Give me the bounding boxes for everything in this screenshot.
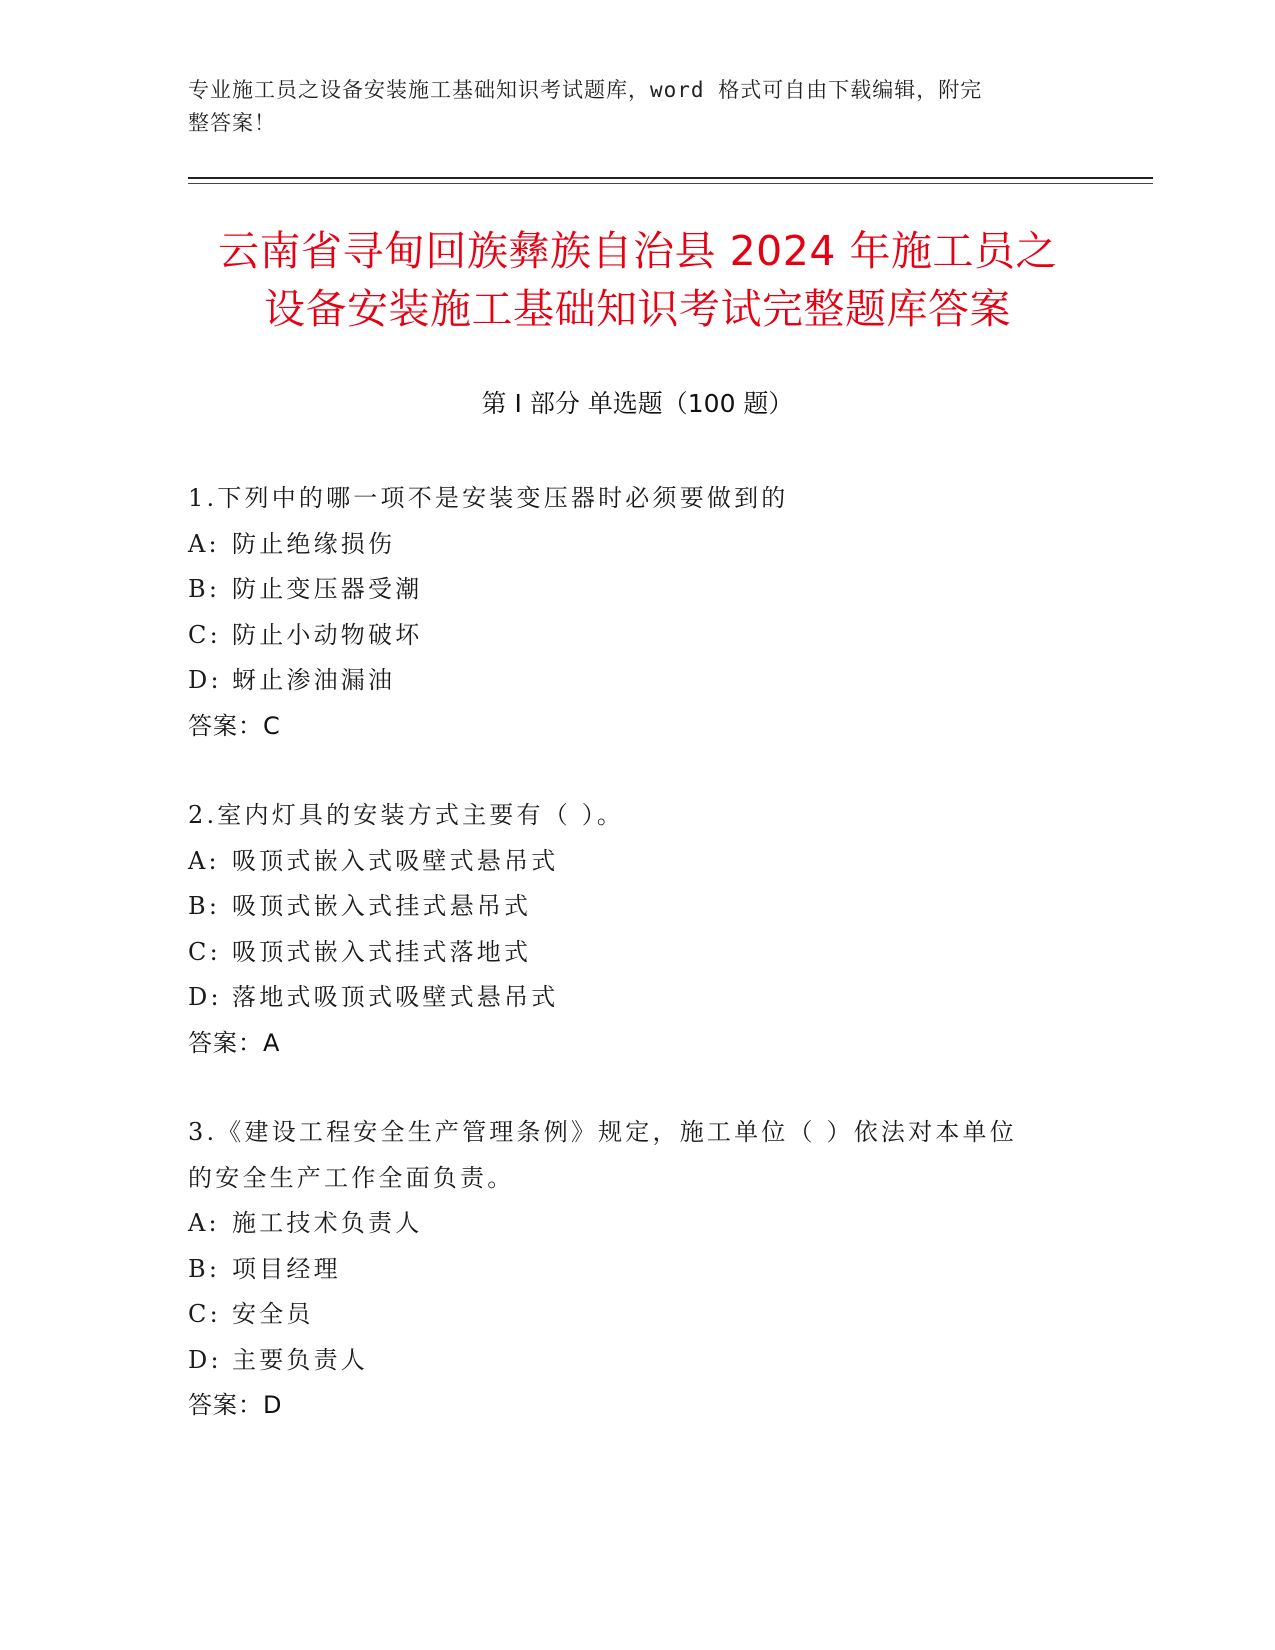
option-text: 防止变压器受潮 bbox=[232, 575, 423, 603]
option-letter: D: bbox=[188, 1345, 222, 1374]
question-3 bbox=[188, 1110, 1088, 1429]
question-list bbox=[188, 476, 1088, 1473]
option-text: 安全员 bbox=[232, 1300, 314, 1328]
option-c bbox=[188, 613, 1088, 659]
option-b bbox=[188, 567, 1088, 613]
option-text: 项目经理 bbox=[232, 1254, 341, 1283]
option-letter: C: bbox=[188, 620, 221, 649]
option-text: 主要负责人 bbox=[232, 1345, 368, 1374]
option-text: 施工技术负责人 bbox=[232, 1209, 423, 1237]
answer: 答案：D bbox=[188, 1391, 283, 1419]
header-note-line1: 专业施工员之设备安装施工基础知识考试题库，word 格式可自由下载编辑，附完 bbox=[188, 78, 983, 102]
option-d bbox=[188, 1338, 1088, 1384]
option-letter: C: bbox=[188, 1300, 221, 1328]
option-text: 吸顶式嵌入式挂式落地式 bbox=[232, 937, 532, 966]
document-title bbox=[150, 222, 1125, 338]
option-d bbox=[188, 975, 1088, 1021]
header-note-line2: 整答案！ bbox=[188, 111, 276, 135]
option-letter: B: bbox=[188, 575, 221, 603]
option-a bbox=[188, 1201, 1088, 1247]
question-1 bbox=[188, 476, 1088, 749]
option-c bbox=[188, 1292, 1088, 1338]
section-title: 第 I 部分 单选题（100 题） bbox=[481, 389, 794, 418]
question-stem: 1.下列中的哪一项不是安装变压器时必须要做到的 bbox=[188, 484, 789, 512]
option-b bbox=[188, 1247, 1088, 1293]
option-text: 吸顶式嵌入式吸壁式悬吊式 bbox=[232, 846, 559, 875]
option-a bbox=[188, 839, 1088, 885]
option-letter: A: bbox=[188, 529, 220, 558]
option-b bbox=[188, 884, 1088, 930]
option-a bbox=[188, 522, 1088, 568]
option-letter: A: bbox=[188, 846, 220, 875]
option-letter: D: bbox=[188, 983, 222, 1011]
option-letter: B: bbox=[188, 892, 221, 920]
header-note bbox=[188, 74, 1068, 140]
option-text: 落地式吸顶式吸壁式悬吊式 bbox=[232, 983, 559, 1011]
question-stem-continued: 的安全生产工作全面负责。 bbox=[188, 1163, 515, 1192]
option-letter: C: bbox=[188, 937, 221, 966]
document-title-line1: 云南省寻甸回族彝族自治县 2024 年施工员之 bbox=[218, 227, 1057, 275]
option-text: 防止绝缘损伤 bbox=[232, 529, 396, 558]
option-letter: A: bbox=[188, 1209, 220, 1237]
option-letter: B: bbox=[188, 1254, 221, 1283]
option-letter: D: bbox=[188, 666, 222, 694]
option-text: 防止小动物破坏 bbox=[232, 620, 423, 649]
question-stem: 3.《建设工程安全生产管理条例》规定，施工单位（ ）依法对本单位 bbox=[188, 1118, 1017, 1146]
question-2 bbox=[188, 793, 1088, 1066]
option-c bbox=[188, 930, 1088, 976]
option-text: 蚜止渗油漏油 bbox=[232, 666, 396, 694]
document-title-line2: 设备安装施工基础知识考试完整题库答案 bbox=[264, 285, 1011, 333]
answer: 答案：A bbox=[188, 1028, 281, 1057]
header-rule-thick bbox=[188, 177, 1153, 179]
answer: 答案：C bbox=[188, 711, 281, 740]
question-stem: 2.室内灯具的安装方式主要有（ ）。 bbox=[188, 801, 625, 829]
option-d bbox=[188, 658, 1088, 704]
header-rule-thin bbox=[188, 183, 1153, 184]
option-text: 吸顶式嵌入式挂式悬吊式 bbox=[232, 892, 532, 920]
